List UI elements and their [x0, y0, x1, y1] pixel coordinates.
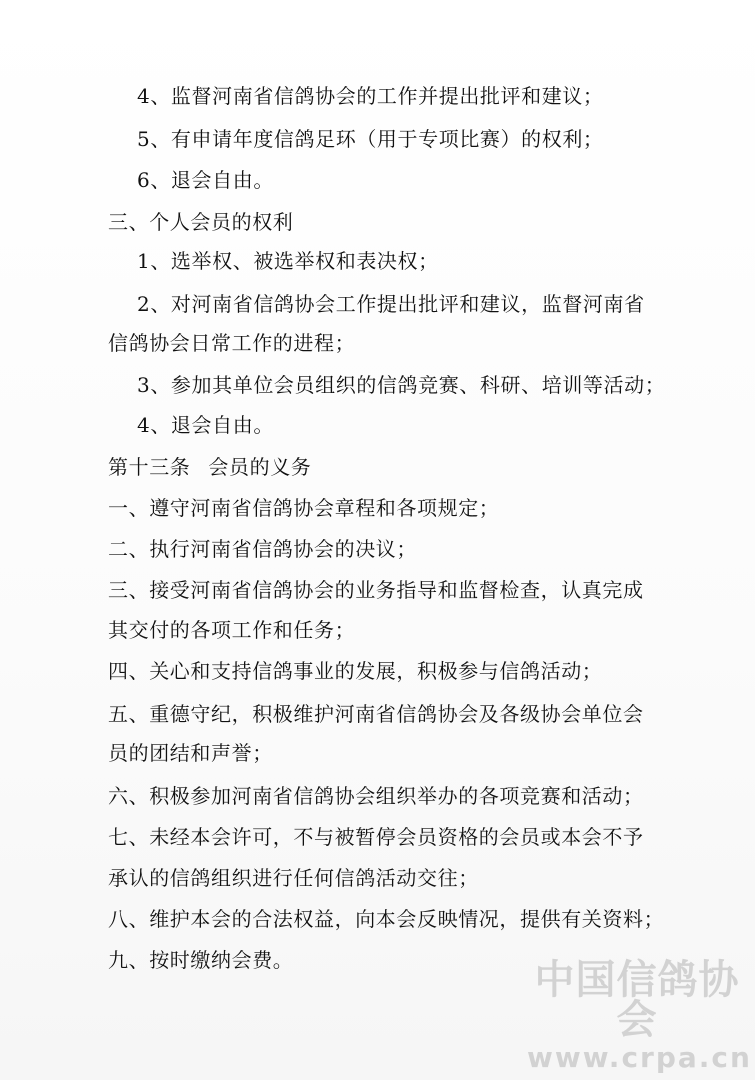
text-line: 6、退会自由。: [137, 168, 274, 192]
watermark-title: 中国信鸽协会: [534, 957, 740, 1043]
text-line: 六、积极参加河南省信鸽协会组织举办的各项竞赛和活动；: [108, 784, 644, 808]
text-line: 八、维护本会的合法权益，向本会反映情况，提供有关资料；: [108, 907, 665, 931]
text-line: 其交付的各项工作和任务；: [108, 618, 356, 642]
text-line: 3、参加其单位会员组织的信鸽竞赛、科研、培训等活动；: [137, 373, 666, 397]
text-line: 4、退会自由。: [137, 413, 274, 437]
text-line: 七、未经本会许可，不与被暂停会员资格的会员或本会不予: [108, 825, 644, 849]
section-heading: 三、个人会员的权利: [108, 210, 294, 234]
article-heading: [108, 455, 311, 479]
text-line: 一、遵守河南省信鸽协会章程和各项规定；: [108, 496, 500, 520]
text-line: 信鸽协会日常工作的进程；: [108, 331, 356, 355]
watermark: [527, 957, 752, 1074]
text-line: 2、对河南省信鸽协会工作提出批评和建议，监督河南省: [137, 292, 645, 316]
watermark-url: www.crpa.cn: [527, 1041, 752, 1074]
text-line: 5、有申请年度信鸽足环（用于专项比赛）的权利；: [137, 127, 604, 151]
article-number: 第十三条: [108, 455, 191, 479]
text-line: 四、关心和支持信鸽事业的发展，积极参与信鸽活动；: [108, 659, 603, 683]
text-line: 九、按时缴纳会费。: [108, 948, 294, 972]
text-line: 二、执行河南省信鸽协会的决议；: [108, 537, 417, 561]
article-title: 会员的义务: [208, 455, 312, 479]
text-line: 员的团结和声誉；: [108, 741, 273, 765]
text-line: 三、接受河南省信鸽协会的业务指导和监督检查，认真完成: [108, 578, 644, 602]
text-line: 4、监督河南省信鸽协会的工作并提出批评和建议；: [137, 84, 604, 108]
text-line: 承认的信鸽组织进行任何信鸽活动交往；: [108, 866, 479, 890]
text-line: 1、选举权、被选举权和表决权；: [137, 249, 439, 273]
text-line: 五、重德守纪，积极维护河南省信鸽协会及各级协会单位会: [108, 702, 644, 726]
